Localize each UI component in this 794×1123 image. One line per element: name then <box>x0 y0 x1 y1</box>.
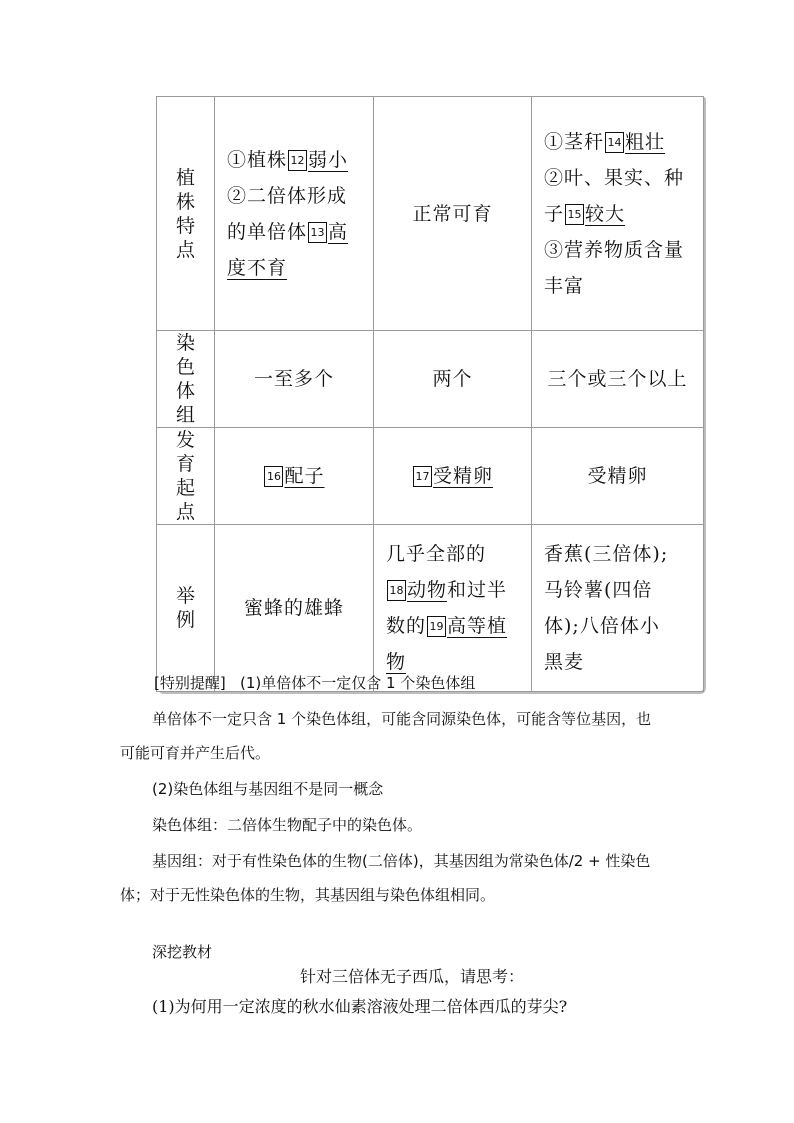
row-header-chromosome-sets: 染色体组 <box>157 331 215 428</box>
cell-polyploid-example: 香蕉(三倍体); 马铃薯(四倍 体);八倍体小 黑麦 <box>532 525 704 692</box>
number-box: 14 <box>605 132 624 153</box>
row-header-plant-traits: 植株特点 <box>157 97 215 331</box>
tip-title: [特别提醒] <box>154 674 226 692</box>
cell-polyploid-traits: ①茎秆 14 粗壮 ②叶、果实、种子 15 较大 ③营养物质含量丰富 <box>532 97 704 331</box>
cell-diploid-origin: 17 受精卵 <box>374 428 532 525</box>
table-row <box>157 331 704 428</box>
paragraph-2: 染色体组：二倍体生物配子中的染色体。 <box>152 816 423 834</box>
table-row <box>157 525 704 692</box>
number-box: 16 <box>264 466 283 487</box>
number-box: 18 <box>387 580 406 601</box>
cell-diploid-sets: 两个 <box>374 331 532 428</box>
cell-haploid-example: 蜜蜂的雄蜂 <box>215 525 374 692</box>
cell-haploid-origin: 16 配子 <box>215 428 374 525</box>
polyploid-comparison-table <box>156 96 704 692</box>
tip-line-1 <box>154 673 475 693</box>
question-1: (1)为何用一定浓度的秋水仙素溶液处理二倍体西瓜的芽尖? <box>152 997 568 1016</box>
cell-haploid-traits: ①植株 12 弱小 ②二倍体形成的单倍体 13 高度不育 <box>215 97 374 331</box>
paragraph-1-line-2: 可能可育并产生后代。 <box>120 744 271 762</box>
cell-diploid-example: 几乎全部的 18 动物和过半数的 19 高等植物 <box>374 525 532 692</box>
tip-point-1: (1)单倍体不一定仅含 1 个染色体组 <box>240 674 476 692</box>
cell-polyploid-sets: 三个或三个以上 <box>532 331 704 428</box>
number-box: 13 <box>308 222 327 243</box>
paragraph-3-line-1: 基因组：对于有性染色体的生物(二倍体)，其基因组为常染色体/2 + 性染色 <box>152 852 651 870</box>
section-label: 深挖教材 <box>152 943 213 961</box>
section-prompt: 针对三倍体无子西瓜，请思考： <box>300 967 525 986</box>
paragraph-1-line-1: 单倍体不一定只含 1 个染色体组，可能含同源染色体，可能含等位基因，也 <box>152 710 652 728</box>
number-box: 19 <box>427 616 446 637</box>
row-header-origin: 发育起点 <box>157 428 215 525</box>
number-box: 17 <box>413 466 432 487</box>
tip-point-2: (2)染色体组与基因组不是同一概念 <box>152 780 384 798</box>
cell-diploid-traits: 正常可育 <box>374 97 532 331</box>
number-box: 15 <box>565 204 584 225</box>
number-box: 12 <box>288 150 307 171</box>
table-row <box>157 428 704 525</box>
row-header-examples: 举例 <box>157 525 215 692</box>
cell-haploid-sets: 一至多个 <box>215 331 374 428</box>
cell-polyploid-origin: 受精卵 <box>532 428 704 525</box>
paragraph-3-line-2: 体；对于无性染色体的生物，其基因组与染色体组相同。 <box>120 886 496 904</box>
table-row <box>157 97 704 331</box>
